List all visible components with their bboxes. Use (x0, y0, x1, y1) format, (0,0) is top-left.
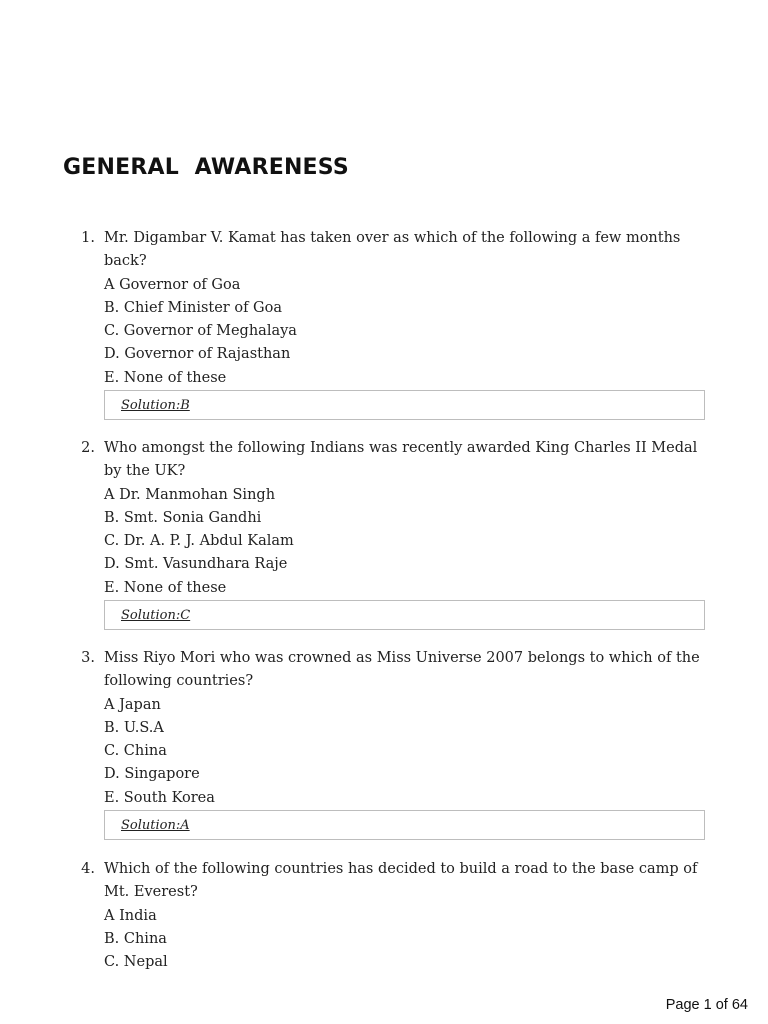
question-body (104, 858, 708, 974)
option-d: D. Smt. Vasundhara Raje (104, 556, 288, 573)
option-c: C. Nepal (104, 954, 168, 971)
option-a: A Governor of Goa (104, 276, 241, 293)
option-b: B. China (104, 930, 167, 947)
option-b: B. Smt. Sonia Gandhi (104, 509, 262, 526)
solution-text: Solution:B (121, 397, 190, 413)
question-number: 2. (81, 440, 95, 456)
solution-box (104, 600, 705, 630)
solution-text: Solution:C (121, 607, 191, 623)
option-c: C. China (104, 743, 167, 760)
question-text: Mr. Digambar V. Kamat has taken over as which of the following a few months back? (104, 230, 681, 270)
question-number: 1. (81, 230, 95, 246)
option-a: A Dr. Manmohan Singh (104, 486, 276, 503)
question-body (104, 437, 708, 600)
question-1 (75, 227, 708, 420)
question-2 (75, 437, 708, 630)
option-d: D. Governor of Rajasthan (104, 346, 291, 363)
option-d: D. Singapore (104, 766, 200, 783)
question-text: Which of the following countries has decided to build a road to the base camp of Mt. Everest? (104, 861, 698, 901)
option-e: E. None of these (104, 579, 227, 596)
question-number: 4. (81, 861, 95, 877)
option-b: B. U.S.A (104, 719, 164, 736)
question-text: Miss Riyo Mori who was crowned as Miss Universe 2007 belongs to which of the following countries? (104, 650, 700, 690)
option-e: E. South Korea (104, 789, 215, 806)
option-c: C. Dr. A. P. J. Abdul Kalam (104, 533, 294, 550)
option-a: A Japan (104, 696, 161, 713)
question-text: Who amongst the following Indians was recently awarded King Charles II Medal by the UK? (104, 440, 698, 480)
question-body (104, 227, 708, 390)
page-number: Page 1 of 64 (665, 997, 748, 1013)
solution-box (104, 390, 705, 420)
option-c: C. Governor of Meghalaya (104, 323, 297, 340)
question-body (104, 647, 708, 810)
option-e: E. None of these (104, 369, 227, 386)
solution-box (104, 810, 705, 840)
option-b: B. Chief Minister of Goa (104, 299, 283, 316)
question-number: 3. (81, 650, 95, 666)
solution-text: Solution:A (121, 817, 190, 833)
option-a: A India (104, 907, 157, 924)
question-4 (75, 858, 708, 974)
question-3 (75, 647, 708, 840)
page-title: GENERAL AWARENESS (63, 155, 349, 180)
